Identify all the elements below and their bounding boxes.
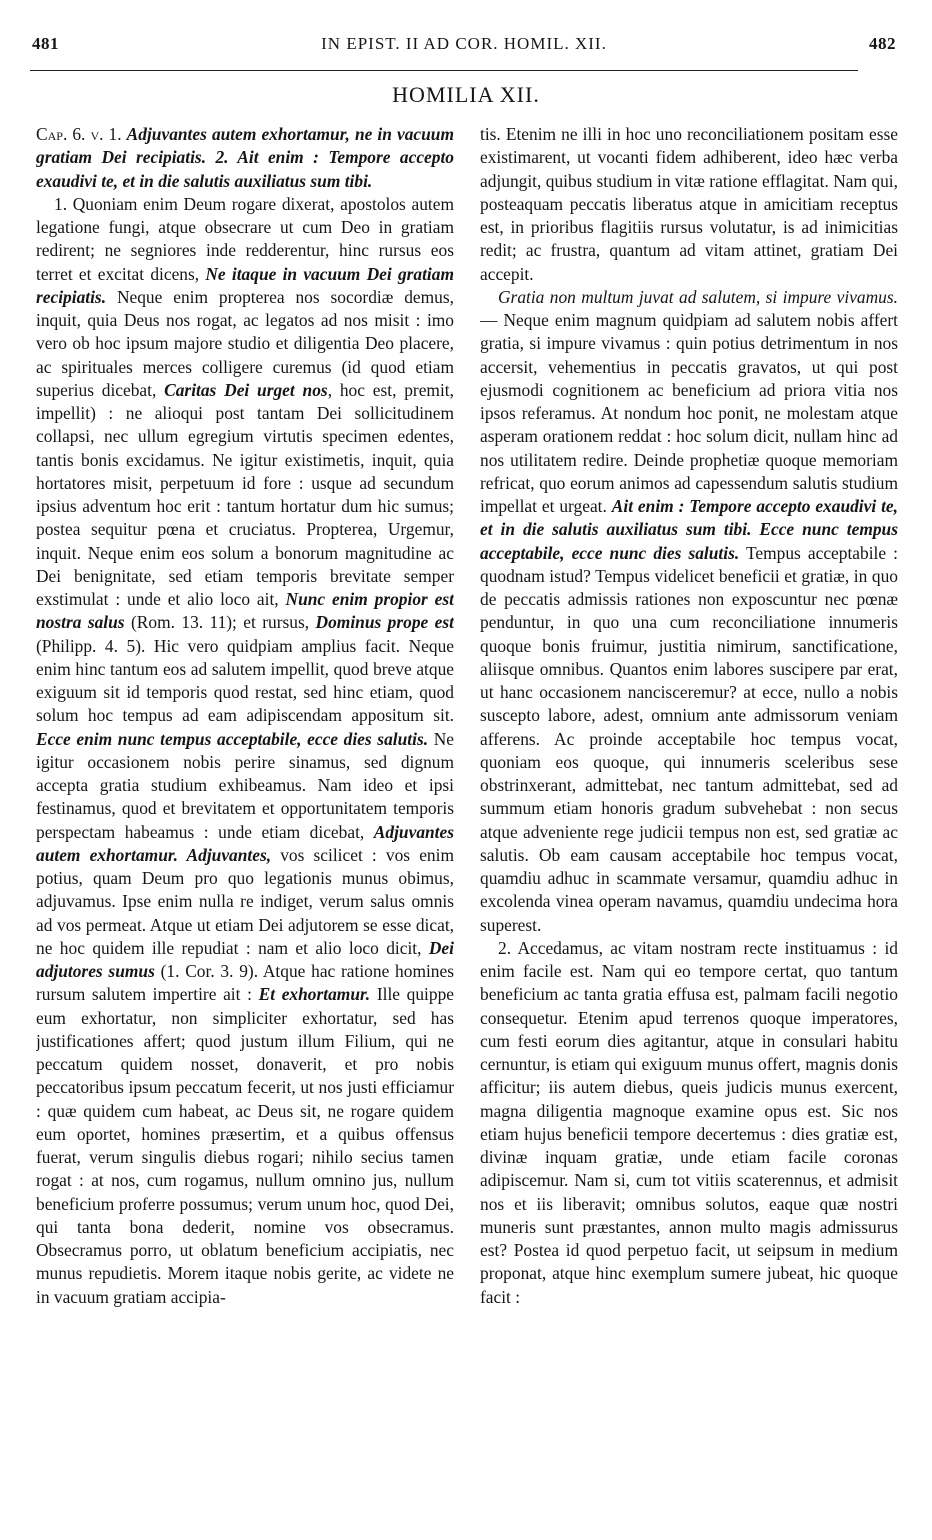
quote-segment: Ait enim : Tempore accepto exaudivi te, et in die salutis auxiliatus sum tibi. Ecce nunc tempus acceptabile, ecce nunc dies salutis.: [480, 496, 898, 563]
quote-segment: Dei adjutores sumus: [36, 937, 454, 981]
text-segment: (Philipp. 4. 5). Hic vero quidpiam amplius facit. Neque enim hinc tantum eos ad salutem impellit, quod breve atque exiguum sit id temporis quod restat, sed hinc etiam, quod solum hoc tempus ad eam adipiscendam appositum sit.: [36, 635, 454, 726]
text-segment: Ne igitur occasionem nobis perire sinamus, sed dignum accepta gratia studium exhibeamus. Nam ideo et ipsi festinamus, quod et brevitatem et opportunitatem temporis perspectam habeamus : unde etiam dicebat,: [36, 728, 454, 842]
page-number-left: 481: [32, 34, 59, 53]
paragraph-continued: tis. Etenim ne illi in hoc uno reconciliationem positam esse existimarent, ut vocanti fidem adhiberent, ideo hæc verba adjungit, quibus studium in vitæ ratione efflagitat. Nam qui, posteaquam peccatis liberatus atque in amicitiam receptus est, in prioribus flagitiis rursus volutatur, is ad inimicitias redit; ac frustra, quantum ad vitam attinet, gratiam Dei accepit.: [480, 124, 898, 284]
text-segment: Ille quippe eum exhortatur, non simpliciter exhortatur, sed has justificationes affert; quod justum illum Filium, qui ne peccatum quidem nosset, donaverit, et pro nobis peccatoribus ipsum peccatum fecerit, ut nos justi efficiamur : quæ quidem cum habeat, ac Deus sit, ne rogare quidem eum oportet, homines præsertim, et a quibus offensus fuerat, verum singulis diebus rogari; nihilo secius tamen rogat : at nos, cum rogamus, nullum omnino jus, nullum beneficium proferre possumus; verum unum hoc, quod Dei, qui tanta bona dederit, nomine vos obsecramus. Obsecramus porro, ut oblatum beneficium accipiatis, nec munus repudietis. Morem itaque nobis gerite, ac videte ne in vacuum gratiam accipia-: [36, 984, 454, 1307]
page-number-right: 482: [869, 34, 896, 53]
quote-segment: Adjuvantes autem exhortamur. Adjuvantes,: [36, 821, 454, 865]
quote-segment: Caritas Dei urget nos: [164, 379, 328, 400]
running-head: [32, 34, 896, 56]
text-segment: Neque enim propterea nos socordiæ demus, inquit, quia Deus nos rogat, ac legatos ad nos misit : imo vero ob hoc ipsum majore studio et diligentia Deo placere, ac spirituales merces colligere curemus (id quod etiam superius dicebat,: [36, 286, 454, 400]
text-segment: vos scilicet : vos enim potius, quam Deum pro quo legationis munus obimus, adjuvamus. Ipse enim nulla re indiget, verum salus omnis ad vos permeat. Atque ut etiam Dei adjutorem se esse dicat, ne hoc quidem ille repudiat : nam et alio loco dicit,: [36, 844, 454, 958]
right-column: [480, 123, 898, 1533]
text-segment: (1. Cor. 3. 9). Atque hac ratione homines rursum salutem impertire ait :: [36, 961, 454, 1005]
header-rule: [30, 70, 858, 71]
paragraph-side-heading: [480, 286, 898, 937]
homily-title: HOMILIA XII.: [392, 82, 540, 107]
running-title: IN EPIST. II AD COR. HOMIL. XII.: [321, 34, 607, 53]
quote-segment: Nunc enim propior est nostra salus: [36, 589, 454, 633]
chapter-verse-heading: [36, 123, 454, 193]
quote-segment: Et exhortamur.: [258, 984, 371, 1005]
text-segment: — Neque enim magnum quidpiam ad salutem nobis affert gratia, si impure vivamus : quin potius detrimentum in nos accersit, vehementius in peccatis gravatos, ut qui post ejusmodi cognitionem ac beneficium ad priora vitia nos ipsos referamus. At nondum hoc ponit, ne molestam atque asperam orationem reddat : hoc solum dicit, nullam hinc ad nos utilitatem redire. Deinde prophetiæ quoque memoriam refricat, quo eorum animos ad capessendum salutis studium impellat et urgeat.: [480, 310, 898, 516]
paragraph-1: [36, 193, 454, 1309]
chapter-label: Cap. 6. v. 1.: [36, 124, 122, 144]
quote-segment: Ne itaque in vacuum Dei gratiam recipiatis.: [36, 263, 454, 307]
quote-segment: Ecce enim nunc tempus acceptabile, ecce dies salutis.: [36, 728, 429, 749]
verse-text: Adjuvantes autem exhortamur, ne in vacuum gratiam Dei recipiatis. 2. Ait enim : Tempore accepto exaudivi te, et in die salutis auxiliatus sum tibi.: [36, 124, 454, 191]
left-column: [36, 123, 454, 1533]
text-segment: (Rom. 13. 11); et rursus,: [131, 612, 310, 633]
text-segment: , hoc est, premit, impellit) : ne alioqui post tantam Dei sollicitudinem collapsi, nec ullum egregium virtutis specimen edentes, tantis bonis excidamus. Ne igitur existimetis, inquit, quia hortatores misit, perpetuum id fore : usque ad secundum ipsius adventum hoc erit : tantum hortatur dum hic sumus; postea sequitur pœna et cruciatus. Propterea, Urgemur, inquit. Neque enim eos solum a bonorum magnitudine ac Dei benignitate, sed etiam temporis brevitate semper exstimulat : unde et alio loco ait,: [36, 379, 454, 609]
side-heading: Gratia non multum juvat ad salutem, si impure vivamus.: [498, 286, 898, 307]
paragraph-2: 2. Accedamus, ac vitam nostram recte instituamus : id enim facile est. Nam qui eo tempore certat, quo tantum beneficium ac tanta gratia effusa est, palmam facili negotio consequetur. Etenim apud terrenos quoque imperatores, cum festi eorum dies agitantur, atque in consulari habitu cernuntur, is etiam qui exiguum munus offert, magnis donis afficitur; iis autem diebus, queis judicis munus exercent, magna diligentia magnoque examine opus est. Sic nos etiam hujus beneficii tempore decertemus : dies gratiæ est, divinæ inquam gratiæ, unde etiam facile coronas adipiscemur. Nam si, cum tot vitiis scaterennus, et admisit nos et iis liberavit; omnibus solutos, eaque quæ nostri muneris sunt præstantes, annon multo magis admissurus est? Postea id quod perpetuo facit, ut seipsum in medium proponat, atque hinc exemplum sumere jubeat, hic quoque facit :: [480, 937, 898, 1307]
text-segment: 1. Quoniam enim Deum rogare dixerat, apostolos autem legatione fungi, atque obsecrare ut cum Deo in gratiam redirent; ne segniores inde redderentur, hinc rursus eos terret et excitat dicens,: [36, 193, 454, 284]
text-segment: Tempus acceptabile : quodnam istud? Tempus videlicet beneficii et gratiæ, in quo de peccatis admissis rationes non exposcuntur nec pœnæ penduntur, in quo una cum reconciliatione innumeris quoque bonis fruimur, justitia nimirum, sanctificatione, aliisque omnibus. Quantos enim labores suscipere par erat, ut hanc occasionem nancisceremur? at ecce, nullo a nobis suscepto labore, adest, omnium ante admissorum veniam afferens. Ac proinde acceptabile hoc tempus vocat, quoniam eos quoque, qui innumeris sceleribus sese obstrinxerant, admittebat, nec tantum admittebat, sed ad summum etiam honoris gradum subvehebat : non secus atque adveniente rege judicii tempus non est, sed gratiæ ac salutis. Ob eam causam acceptabile hoc tempus vocat, quamdiu adhuc in scammate versamur, quamdiu adhuc in excolenda vinea operam navamus, quamdiu undecima hora superest.: [480, 542, 898, 935]
quote-segment: Dominus prope est: [315, 612, 454, 633]
